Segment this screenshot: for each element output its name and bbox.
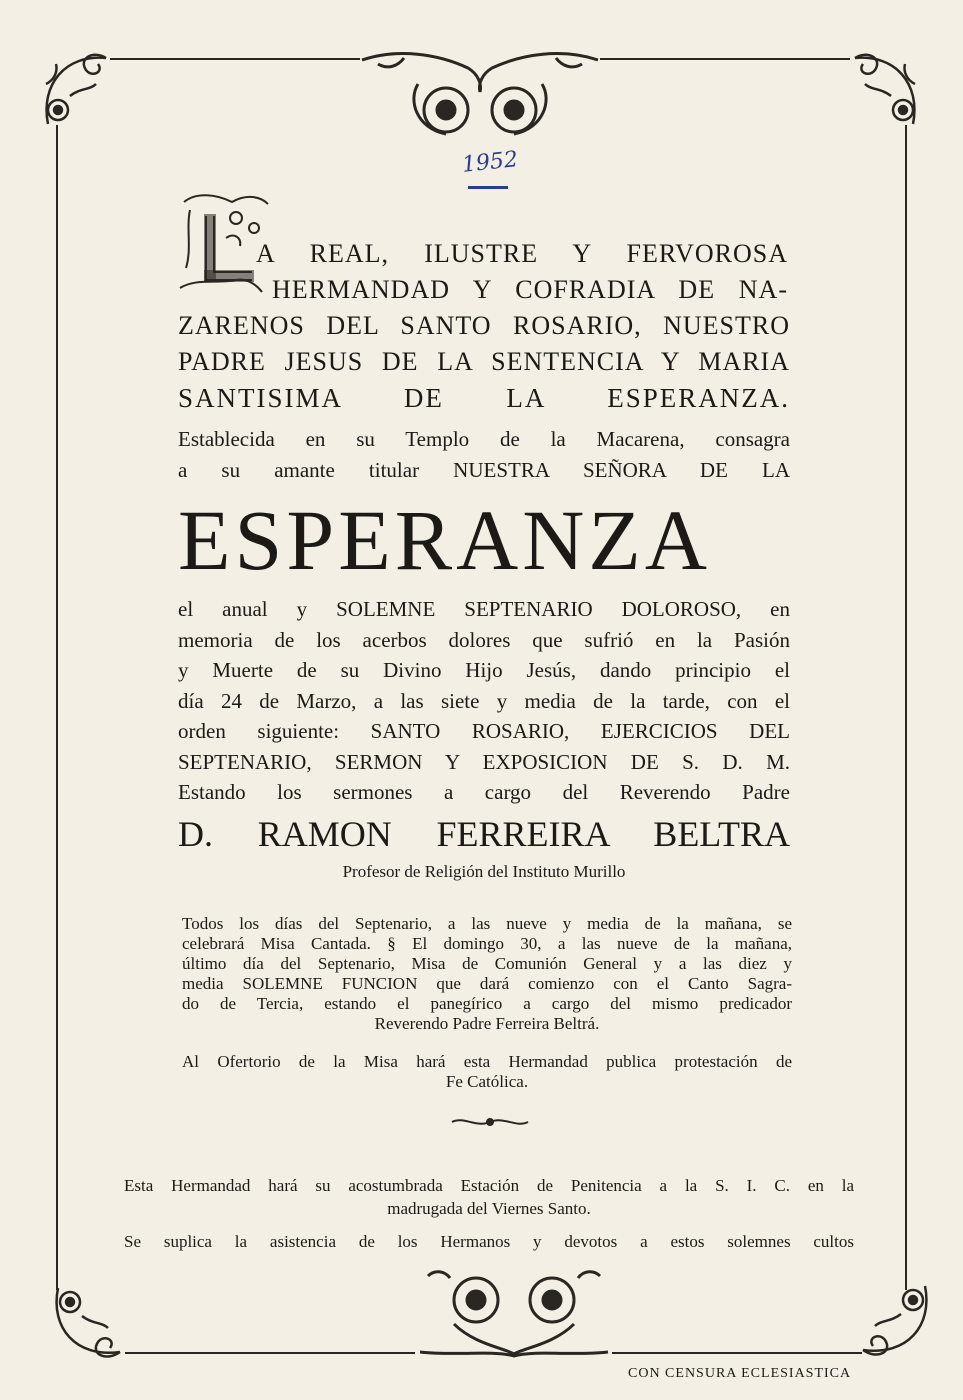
frame-top-right-line [600, 58, 850, 60]
offertory-line-1: Al Ofertorio de la Misa hará esta Hermandad publica protestación de [182, 1052, 792, 1071]
station-line-1: Esta Hermandad hará su acostumbrada Estación de Penitencia a la S. I. C. en la [124, 1176, 854, 1195]
heading-line-1: A REAL, ILUSTRE Y FERVOROSA [256, 239, 788, 268]
body-line-4: día 24 de Marzo, a las siete y media de la tarde, con el [178, 688, 790, 713]
frame-top-left-line [110, 58, 360, 60]
heading-line-4: PADRE JESUS DE LA SENTENCIA Y MARIA [178, 347, 790, 376]
corner-ornament-bottom-right-icon [855, 1280, 937, 1366]
corner-ornament-bottom-left-icon [46, 1282, 128, 1368]
body-line-3: y Muerte de su Divino Hijo Jesús, dando principio el [178, 658, 790, 682]
schedule-line-6: Reverendo Padre Ferreira Beltrá. [374, 1014, 600, 1033]
separator-ornament-icon [450, 1114, 530, 1130]
heading-line-3: ZARENOS DEL SANTO ROSARIO, NUESTRO [178, 311, 790, 340]
offertory-line-2: Fe Católica. [445, 1072, 529, 1091]
intro-line-1: Establecida en su Templo de la Macarena, consagra [178, 427, 790, 451]
corner-ornament-top-right-icon [845, 44, 925, 130]
body-line-2: memoria de los acerbos dolores que sufrió en la Pasión [178, 627, 790, 652]
schedule-line-1: Todos los días del Septenario, a las nueve y media de la mañana, se [182, 914, 792, 933]
bottom-center-ornament-icon [414, 1264, 614, 1364]
body-line-1: el anual y SOLEMNE SEPTENARIO DOLOROSO, en [178, 597, 790, 621]
handwritten-underline [468, 186, 508, 189]
schedule-line-2: celebrará Misa Cantada. § El domingo 30, a las nueve de la mañana, [182, 934, 792, 953]
schedule-line-5: do de Tercia, estando el panegírico a cargo del mismo predicador [182, 994, 792, 1013]
frame-bottom-left-line [125, 1352, 415, 1354]
censorship-note: CON CENSURA ECLESIASTICA [628, 1366, 852, 1381]
corner-ornament-top-left-icon [36, 44, 116, 130]
top-center-ornament-icon [358, 44, 602, 140]
main-title-esperanza: ESPERANZA [178, 492, 711, 588]
body-line-7: Estando los sermones a cargo del Reverendo Padre [178, 780, 790, 804]
heading-line-5: SANTISIMA DE LA ESPERANZA. [178, 383, 790, 413]
schedule-line-4: media SOLEMNE FUNCION que dará comienzo con el Canto Sagra- [182, 974, 792, 993]
preacher-role: Profesor de Religión del Instituto Murillo [342, 862, 626, 881]
schedule-line-3: último día del Septenario, Misa de Comunión General y a las diez y [182, 954, 792, 973]
body-line-5: orden siguiente: SANTO ROSARIO, EJERCICIOS DEL [178, 719, 790, 743]
frame-bottom-right-line [612, 1352, 862, 1354]
handwritten-year: 1952 [460, 147, 520, 178]
frame-left-line [56, 125, 58, 1290]
body-line-6: SEPTENARIO, SERMON Y EXPOSICION DE S. D. M. [178, 749, 790, 774]
station-line-2: madrugada del Viernes Santo. [387, 1199, 591, 1218]
frame-right-line [905, 125, 907, 1290]
preacher-name: D. RAMON FERREIRA BELTRA [178, 814, 790, 854]
heading-line-2: HERMANDAD Y COFRADIA DE NA- [272, 275, 788, 304]
intro-line-2: a su amante titular NUESTRA SEÑORA DE LA [178, 458, 790, 482]
station-line-3: Se suplica la asistencia de los Hermanos y devotos a estos solemnes cultos [124, 1232, 854, 1251]
